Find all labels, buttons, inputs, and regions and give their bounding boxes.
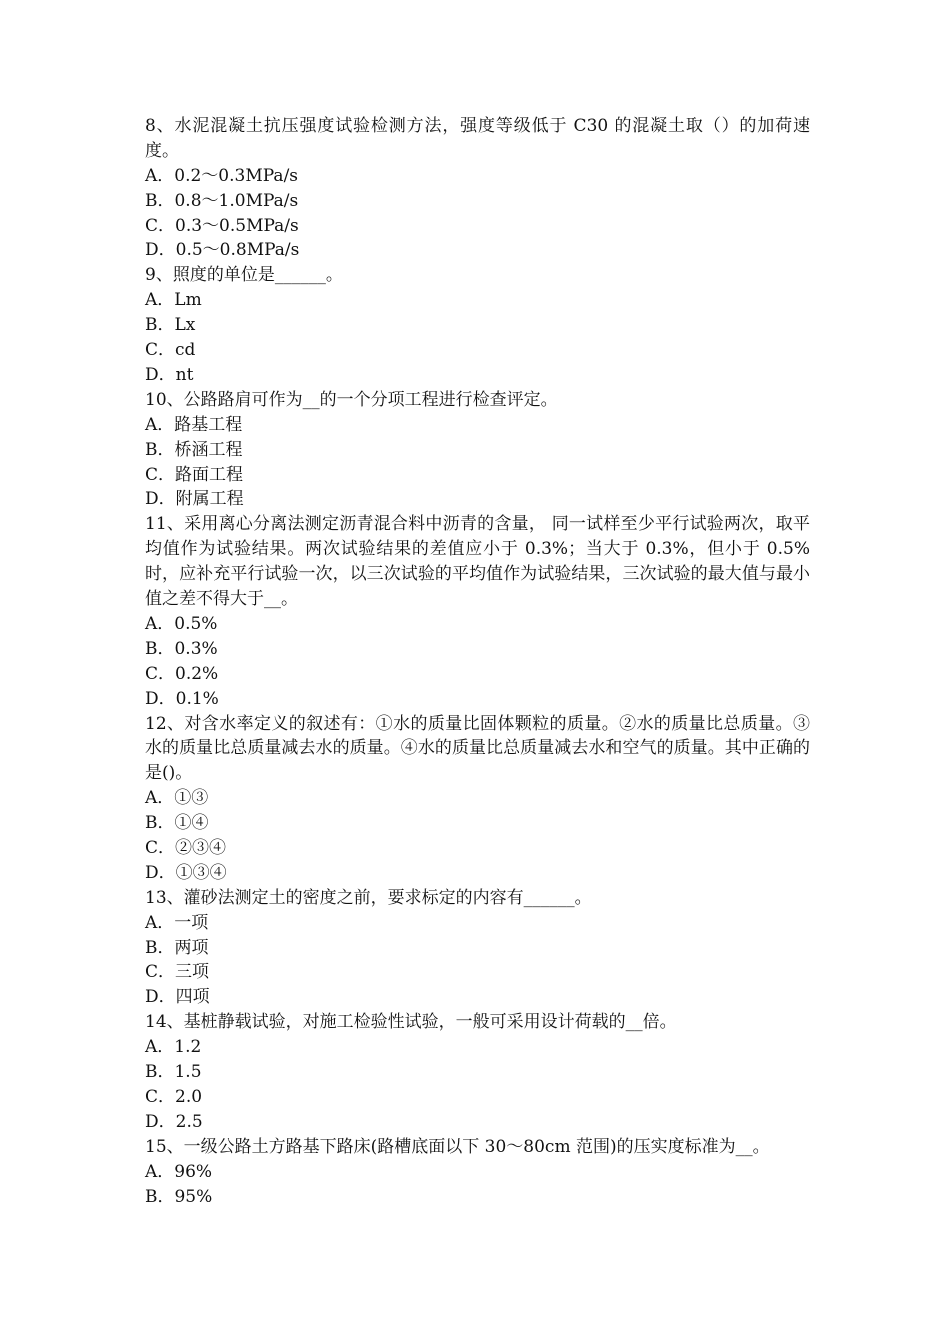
option-a: A．①③ — [145, 788, 209, 809]
question-text: 8、水泥混凝土抗压强度试验检测方法，强度等级低于 C30 的混凝土取（）的加荷速度。 — [145, 116, 810, 161]
option-d: D．0.1% — [145, 688, 219, 709]
question-10 — [145, 388, 810, 512]
option-a: A．1.2 — [145, 1037, 202, 1058]
option-a: A．一项 — [145, 912, 209, 933]
question-text: 14、基桩静载试验，对施工检验性试验，一般可采用设计荷载的__倍。 — [145, 1012, 677, 1033]
question-13 — [145, 886, 810, 1010]
option-d: D．四项 — [145, 987, 210, 1008]
option-b: B．0.3% — [145, 638, 218, 659]
question-text: 10、公路路肩可作为__的一个分项工程进行检查评定。 — [145, 389, 558, 410]
question-text: 9、照度的单位是______。 — [145, 265, 343, 286]
option-d: D．2.5 — [145, 1111, 203, 1132]
option-d: D．nt — [145, 364, 194, 385]
option-c: C．0.3～0.5MPa/s — [145, 215, 299, 236]
option-d: D．0.5～0.8MPa/s — [145, 240, 300, 261]
option-a: A．Lm — [145, 290, 202, 311]
question-9 — [145, 263, 810, 387]
option-b: B．95% — [145, 1186, 213, 1207]
option-b: B．①④ — [145, 813, 209, 834]
question-text: 11、采用离心分离法测定沥青混合料中沥青的含量， 同一试样至少平行试验两次，取平均值作为试验结果。两次试验结果的差值应小于 0.3%；当大于 0.3%，但小于 0.5%时，应补充平行试验一次，以三次试验的平均值作为试验结果，三次试验的最大值与最小值之差不得大于__。 — [145, 514, 810, 610]
option-b: B．1.5 — [145, 1062, 202, 1083]
option-a: A．96% — [145, 1161, 213, 1182]
option-b: B．0.8～1.0MPa/s — [145, 190, 299, 211]
option-b: B．桥涵工程 — [145, 439, 243, 460]
question-11 — [145, 512, 810, 711]
option-b: B．Lx — [145, 315, 196, 336]
option-c: C．0.2% — [145, 663, 219, 684]
option-c: C．三项 — [145, 962, 210, 983]
option-d: D．附属工程 — [145, 489, 244, 510]
question-15 — [145, 1135, 810, 1210]
question-12 — [145, 712, 810, 886]
option-a: A．0.2～0.3MPa/s — [145, 165, 299, 186]
question-text: 13、灌砂法测定土的密度之前，要求标定的内容有______。 — [145, 887, 592, 908]
option-a: A．路基工程 — [145, 414, 243, 435]
question-text: 15、一级公路土方路基下路床(路槽底面以下 30～80cm 范围)的压实度标准为__。 — [145, 1136, 770, 1157]
option-c: C．cd — [145, 340, 196, 361]
document-page — [145, 114, 810, 1209]
option-c: C．②③④ — [145, 838, 227, 858]
question-8 — [145, 114, 810, 263]
option-b: B．两项 — [145, 937, 209, 958]
option-c: C．路面工程 — [145, 464, 244, 485]
question-14 — [145, 1010, 810, 1134]
option-d: D．①③④ — [145, 862, 227, 883]
option-c: C．2.0 — [145, 1086, 203, 1107]
question-text: 12、对含水率定义的叙述有：①水的质量比固体颗粒的质量。②水的质量比总质量。③水的质量比总质量减去水的质量。④水的质量比总质量减去水和空气的质量。其中正确的是()。 — [145, 713, 810, 784]
option-a: A．0.5% — [145, 613, 218, 634]
